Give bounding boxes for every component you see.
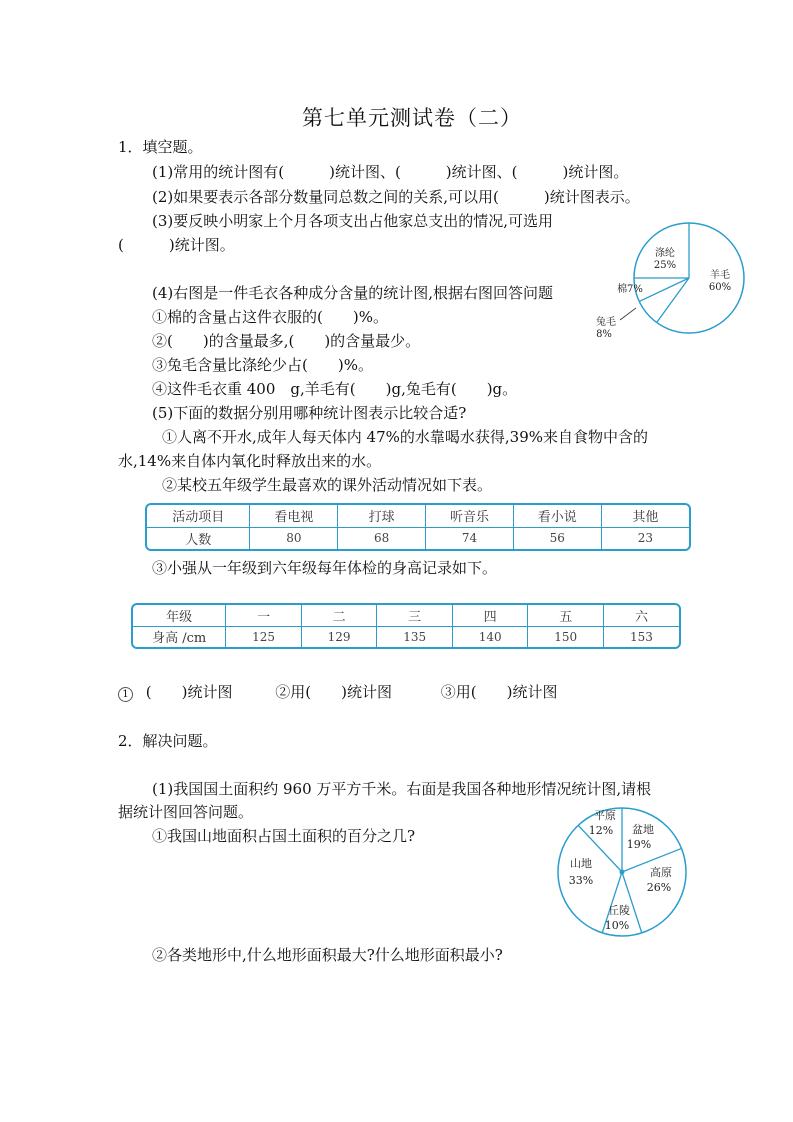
activity-value-cell: 56 [513,527,601,549]
q2-question-2: ②各类地形中,什么地形面积最大?什么地形面积最小? [152,946,503,964]
q1-heading: 1．填空题。 [118,138,203,156]
answer-line [118,681,558,702]
answer-number-circle: 1 [118,687,133,702]
height-header-cell: 三 [377,605,453,626]
activity-value-cell: 23 [601,527,689,549]
q1-line-3b: ( )统计图。 [118,236,235,254]
q1-line-5c: ③小强从一年级到六年级每年体检的身高记录如下。 [152,559,498,577]
activity-row-label: 人数 [147,527,250,549]
wool-label-polyester: 涤纶 [655,248,675,259]
q1-line-4c: ③兔毛含量比涤纶少占( )%。 [152,356,373,374]
q1-line-5b: ②某校五年级学生最喜欢的课外活动情况如下表。 [162,476,493,494]
terrain-label-plateau: 高原 [650,866,672,879]
height-row-label: 身高 /cm [133,626,226,647]
q1-line-4d: ④这件毛衣重 400 g,羊毛有( )g,兔毛有( )g。 [152,380,518,398]
terrain-pct-basin: 19% [626,838,652,851]
activity-value-cell: 80 [250,527,338,549]
terrain-label-basin: 盆地 [632,823,654,836]
terrain-pct-plateau: 26% [646,881,672,894]
wool-slice-boundary [639,278,689,301]
activity-header-cell: 活动项目 [147,505,250,527]
terrain-pct-mountain: 33% [568,874,594,887]
activity-value-cell: 68 [338,527,426,549]
terrain-label-hills: 丘陵 [608,904,630,917]
height-header-cell: 二 [301,605,377,626]
terrain-pie-center [620,870,625,875]
wool-pie-chart [590,222,755,342]
q2-heading: 2．解决问题。 [118,732,218,750]
terrain-label-mountain: 山地 [570,857,592,870]
q1-line-1: (1)常用的统计图有( )统计图、( )统计图、( )统计图。 [152,163,629,181]
q1-line-3: (3)要反映小明家上个月各项支出占他家总支出的情况,可选用 [152,212,554,230]
wool-pie-pointer [620,308,636,320]
activity-value-row [147,527,689,549]
height-value-row [133,626,679,647]
activity-header-cell: 看小说 [513,505,601,527]
q1-line-2: (2)如果要表示各部分数量同总数之间的关系,可以用( )统计图表示。 [152,188,640,206]
q1-line-4: (4)右图是一件毛衣各种成分含量的统计图,根据右图回答问题 [152,284,554,302]
answer-3: ③用( )统计图 [440,683,558,701]
height-header-row [133,605,679,626]
wool-pct-cotton: 棉7% [617,284,643,295]
height-value-cell: 135 [377,626,453,647]
height-header-cell: 六 [603,605,679,626]
height-table [131,603,681,649]
q2-question-1: ①我国山地面积占国土面积的百分之几? [152,827,416,845]
activity-header-cell: 听音乐 [426,505,514,527]
height-header-cell: 四 [452,605,528,626]
q1-line-5a2: 水,14%来自体内氧化时释放出来的水。 [118,452,382,470]
activity-value-cell: 74 [426,527,514,549]
height-value-cell: 140 [452,626,528,647]
terrain-pct-plain: 12% [588,824,614,837]
wool-pct-rabbit: 8% [596,329,612,340]
page-title: 第七单元测试卷（二） [302,106,522,130]
height-value-cell: 125 [226,626,302,647]
q2-line-1b: 据统计图回答问题。 [118,803,254,821]
answer-2: ②用( )统计图 [275,683,392,701]
wool-label-wool: 羊毛 [710,270,730,281]
q1-line-4a: ①棉的含量占这件衣服的( )%。 [152,308,388,326]
activity-header-cell: 其他 [601,505,689,527]
height-value-cell: 129 [301,626,377,647]
activity-header-row [147,505,689,527]
terrain-label-plain: 平原 [594,809,616,822]
wool-label-rabbit: 兔毛 [596,317,616,328]
q2-line-1a: (1)我国国土面积约 960 万平方千米。右面是我国各种地形情况统计图,请根 [152,780,652,798]
wool-pct-polyester: 25% [653,260,677,271]
q1-line-5a1: ①人离不开水,成年人每天体内 47%的水靠喝水获得,39%来自食物中含的 [162,428,648,446]
q1-line-4b: ②( )的含量最多,( )的含量最少。 [152,332,421,350]
wool-slice-boundary [657,278,689,322]
height-header-cell: 一 [226,605,302,626]
activity-header-cell: 看电视 [250,505,338,527]
height-header-cell: 五 [528,605,604,626]
terrain-pct-hills: 10% [604,919,630,932]
activity-table [145,503,691,551]
height-value-cell: 153 [603,626,679,647]
answer-1: ( )统计图 [145,683,233,701]
height-value-cell: 150 [528,626,604,647]
activity-header-cell: 打球 [338,505,426,527]
terrain-pie-chart [555,804,700,939]
q1-line-5: (5)下面的数据分别用哪种统计图表示比较合适? [152,404,467,422]
wool-pct-wool: 60% [708,282,732,293]
height-header-cell: 年级 [133,605,226,626]
